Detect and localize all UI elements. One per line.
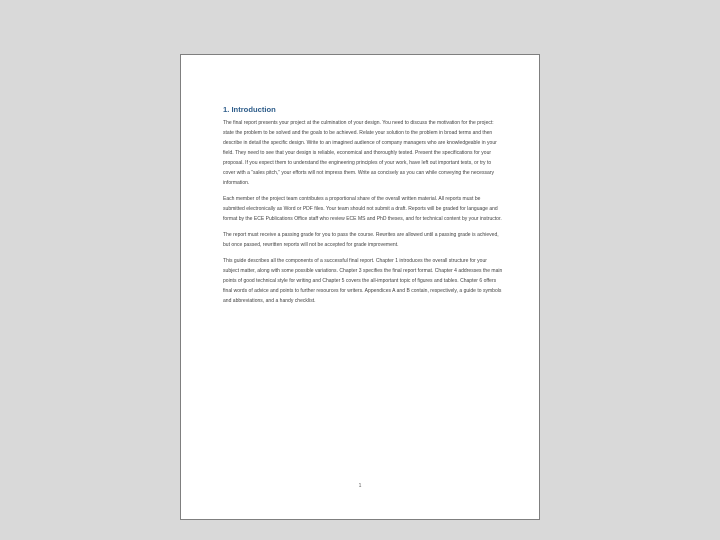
page-content <box>223 105 503 312</box>
section-heading: 1. Introduction <box>223 105 276 114</box>
paragraph: Each member of the project team contributes a proportional share of the overall written material. All reports must be submitted electronically as Word or PDF files. Your team should not submit a draft. Reports will be graded for language and format by the ECE Publications Office staff who review ECE MS and PhD theses, and for technical content by your instructor. <box>223 196 502 223</box>
document-page <box>180 54 540 520</box>
paragraph: The final report presents your project at the culmination of your design. You need to discuss the motivation for the project: state the problem to be solved and the goals to be achieved. Relate your solution to the problem in broad terms and then describe in detail the specific design. Write to an imagined audience of company managers who are knowledgeable in your field. They need to see that your design is reliable, economical and thoroughly tested. Present the specifications for your proposal. If you expect them to understand the engineering principles of your work, have left out important tests, or try to cover with a “sales pitch,” your efforts will not impress them. Write as concisely as you can while conveying the necessary information. <box>223 120 497 187</box>
paragraph: This guide describes all the components of a successful final report. Chapter 1 introduces the overall structure for your subject matter, along with some possible variations. Chapter 3 specifies the final report format. Chapter 4 addresses the main points of good technical style for writing and Chapter 5 covers the all-important topic of figures and tables. Chapter 6 offers final words of advice and points to further resources for writers. Appendices A and B contain, respectively, a guide to symbols and abbreviations, and a handy checklist. <box>223 258 503 305</box>
paragraph: The report must receive a passing grade for you to pass the course. Rewrites are allowed until a passing grade is achieved, but once passed, rewritten reports will not be accepted for grade improvement. <box>223 232 499 249</box>
page-number: 1 <box>358 483 362 489</box>
